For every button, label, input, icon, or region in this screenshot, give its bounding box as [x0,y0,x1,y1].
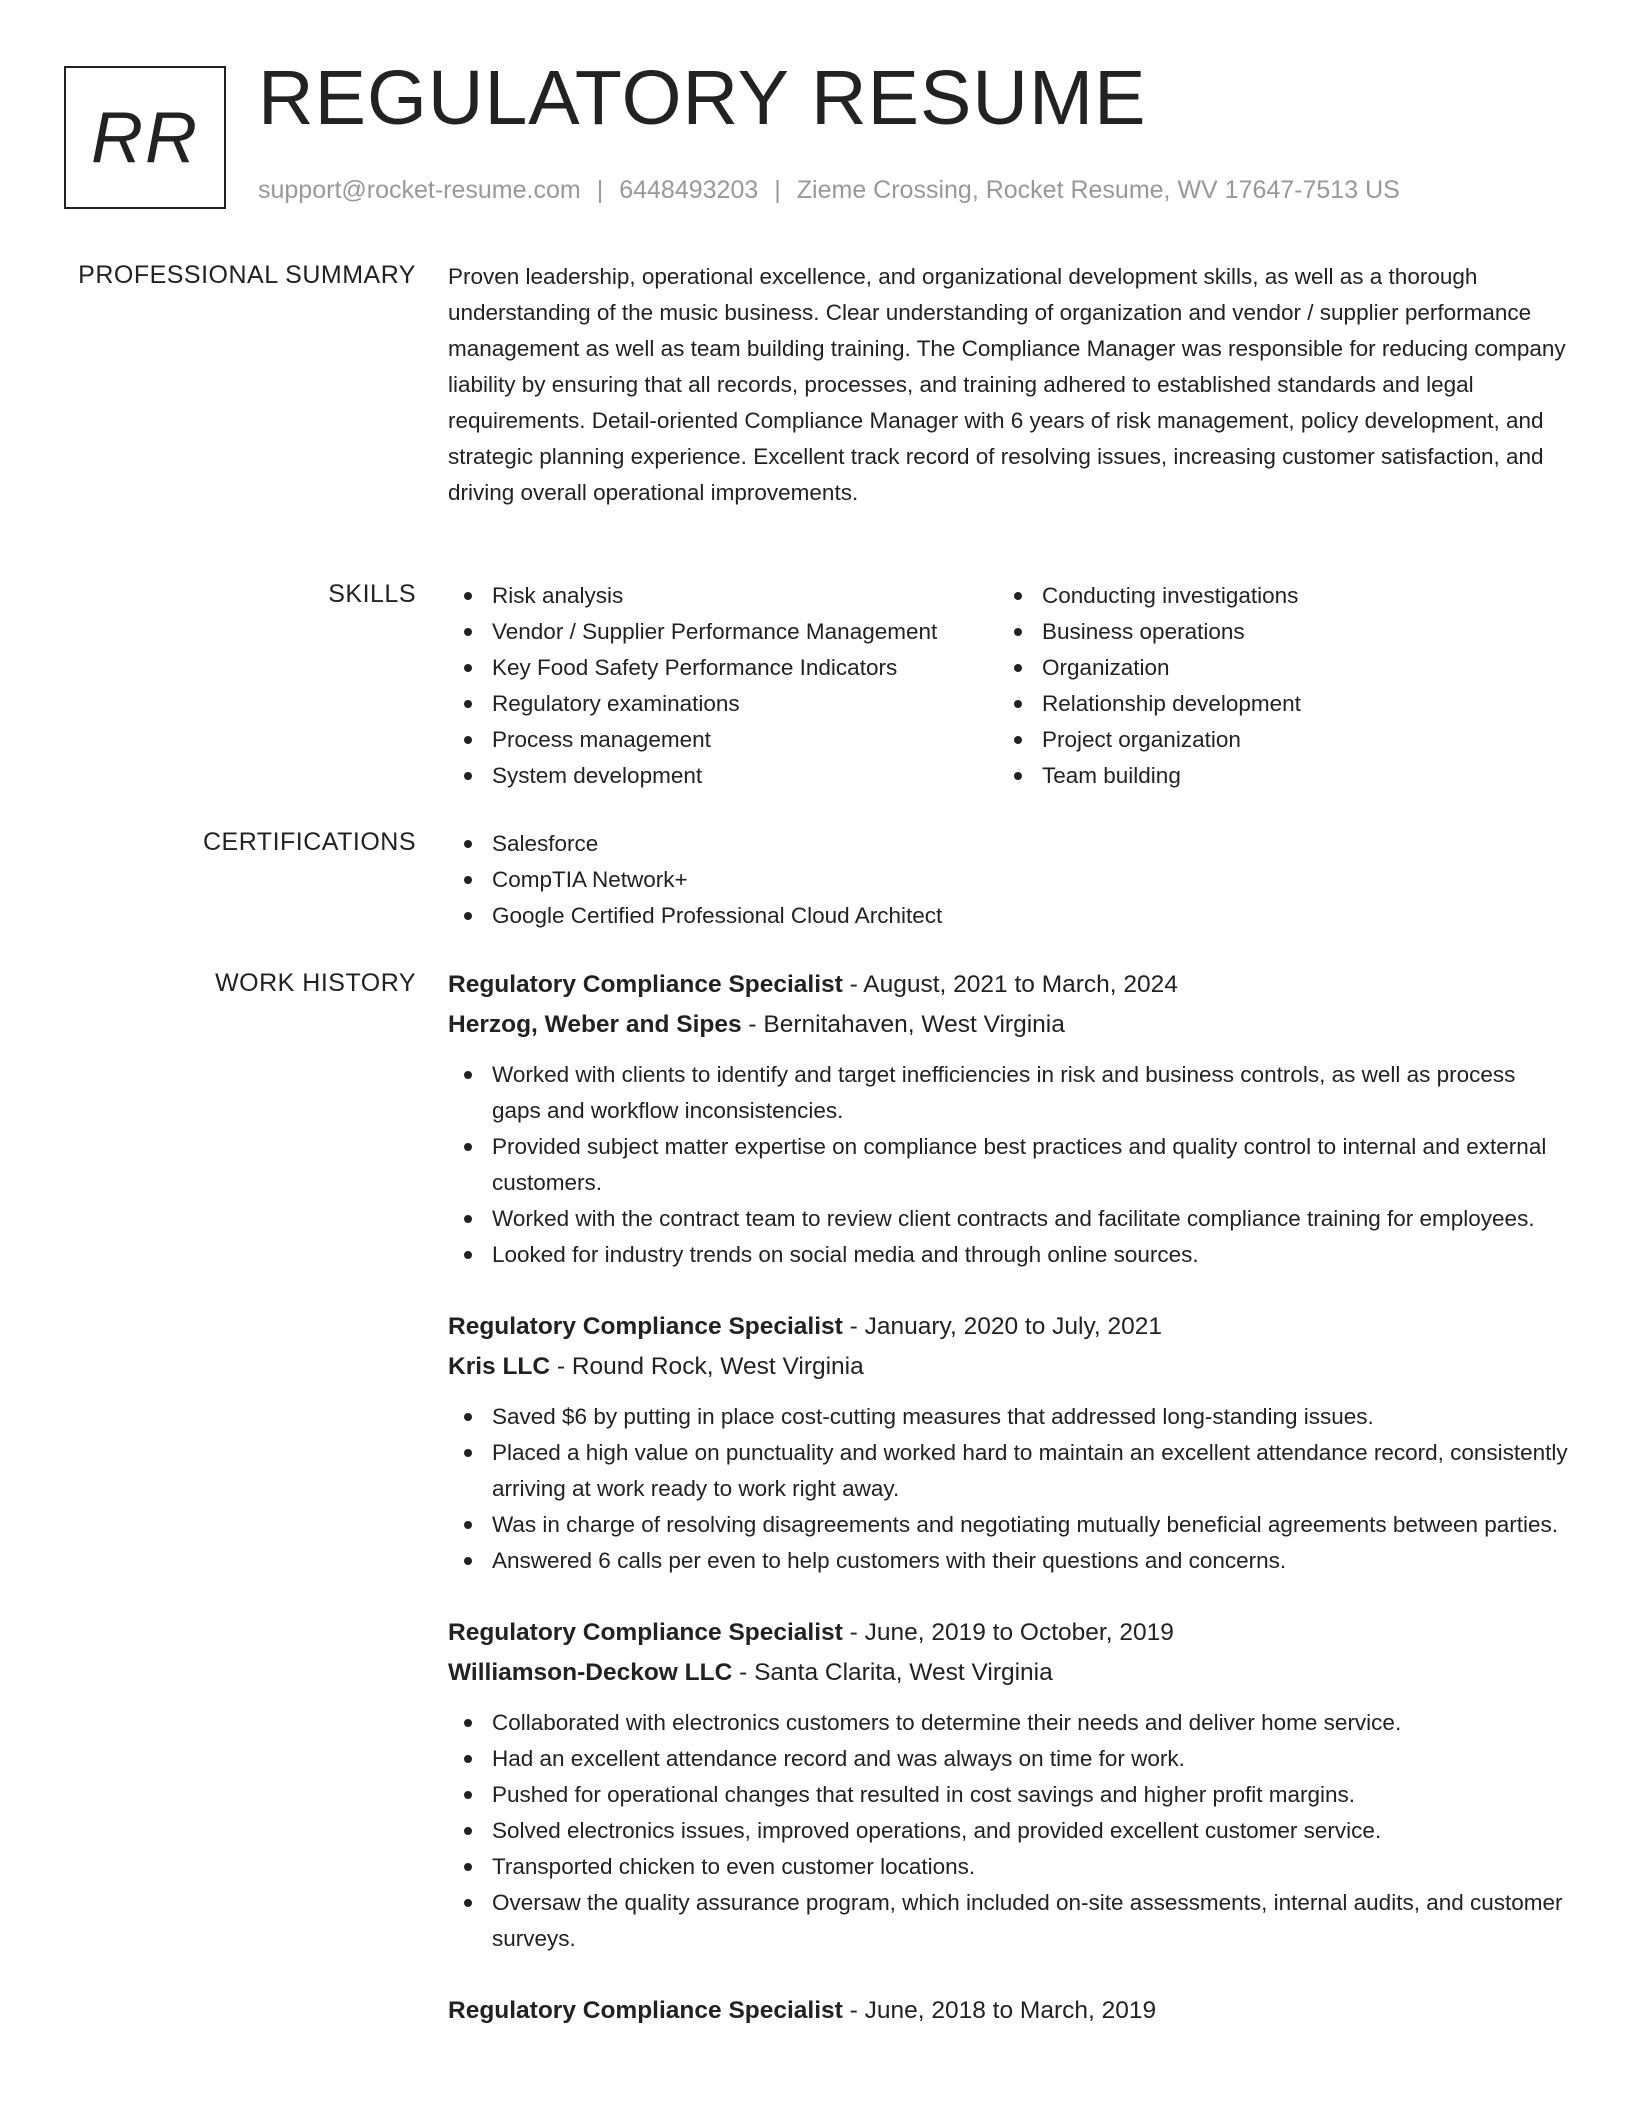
skill-item: Project organization [998,722,1548,758]
job-title-line [448,1991,1568,2031]
skill-item: Team building [998,758,1548,794]
job-bullet: Collaborated with electronics customers to determine their needs and deliver home service. [448,1705,1568,1741]
job-bullet: Placed a high value on punctuality and worked hard to maintain an excellent attendance record, consistently arriving at work ready to work right away. [448,1435,1568,1507]
job-bullet: Answered 6 calls per even to help customers with their questions and concerns. [448,1543,1568,1579]
skill-item: Vendor / Supplier Performance Management [448,614,998,650]
skills-column-left [448,578,998,794]
job-dates: - August, 2021 to March, 2024 [842,971,1178,998]
section-label-certifications: CERTIFICATIONS [202,828,416,856]
job-title: Regulatory Compliance Specialist [448,1997,843,2024]
job-company: Kris LLC [448,1353,551,1380]
section-label-summary: PROFESSIONAL SUMMARY [78,261,416,289]
job-entry [448,1613,1568,1957]
job-bullet: Worked with the contract team to review client contracts and facilitate compliance training for employees. [448,1201,1568,1237]
resume-name: REGULATORY RESUME [258,55,1147,141]
contact-line [258,176,1400,205]
job-bullet: Pushed for operational changes that resulted in cost savings and higher profit margins. [448,1777,1568,1813]
job-title-line [448,1613,1568,1653]
certification-item: CompTIA Network+ [448,862,1568,898]
contact-separator: | [596,176,604,204]
summary-text: Proven leadership, operational excellence, and organizational development skills, as well as a thorough understanding of the music business. Clear understanding of organization and vendor / supplier performance management as well as team building training. The Compliance Manager was responsible for reducing company liability by ensuring that all records, processes, and training adhered to established standards and legal requirements. Detail-oriented Compliance Manager with 6 years of risk management, policy development, and strategic planning experience. Excellent track record of resolving issues, increasing customer satisfaction, and driving overall operational improvements. [448,264,1566,505]
skill-item: Conducting investigations [998,578,1548,614]
skill-item: Relationship development [998,686,1548,722]
contact-phone: 6448493203 [619,176,759,204]
skill-item: Process management [448,722,998,758]
job-bullet: Transported chicken to even customer locations. [448,1849,1568,1885]
job-title-line [448,965,1568,1005]
job-company: Williamson-Deckow LLC [448,1659,733,1686]
skill-item: Regulatory examinations [448,686,998,722]
skill-item: Business operations [998,614,1548,650]
job-title: Regulatory Compliance Specialist [448,1619,843,1646]
contact-email: support@rocket-resume.com [258,176,581,204]
job-company-line [448,1347,1568,1387]
job-location: - Round Rock, West Virginia [550,1353,864,1380]
job-bullet: Oversaw the quality assurance program, which included on-site assessments, internal audits, and customer surveys. [448,1885,1568,1957]
job-dates: - June, 2018 to March, 2019 [842,1997,1157,2024]
certification-item: Google Certified Professional Cloud Architect [448,898,1568,934]
job-company-line [448,1005,1568,1045]
certifications-list [448,826,1568,934]
job-bullet: Solved electronics issues, improved operations, and provided excellent customer service. [448,1813,1568,1849]
job-bullet: Looked for industry trends on social media and through online sources. [448,1237,1568,1273]
job-title-line [448,1307,1568,1347]
certification-item: Salesforce [448,826,1568,862]
contact-address: Zieme Crossing, Rocket Resume, WV 17647-7513 US [796,176,1400,204]
work-history [448,965,1568,2065]
job-dates: - June, 2019 to October, 2019 [842,1619,1174,1646]
job-entry [448,965,1568,1273]
job-title: Regulatory Compliance Specialist [448,1313,843,1340]
monogram-box [64,66,226,209]
job-bullet: Was in charge of resolving disagreements and negotiating mutually beneficial agreements between parties. [448,1507,1568,1543]
job-company-line [448,1653,1568,1693]
contact-separator: | [774,176,781,204]
job-location: - Santa Clarita, West Virginia [732,1659,1053,1686]
job-company: Herzog, Weber and Sipes [448,1011,742,1038]
skill-item: Organization [998,650,1548,686]
section-label-work-history: WORK HISTORY [215,969,416,997]
job-bullet: Saved $6 by putting in place cost-cutting measures that addressed long-standing issues. [448,1399,1568,1435]
job-entry [448,1307,1568,1579]
skill-item: Risk analysis [448,578,998,614]
section-label-skills: SKILLS [328,580,416,608]
job-entry [448,1991,1568,2031]
job-bullet: Worked with clients to identify and target inefficiencies in risk and business controls, as well as process gaps and workflow inconsistencies. [448,1057,1568,1129]
skill-item: Key Food Safety Performance Indicators [448,650,998,686]
job-bullet: Provided subject matter expertise on compliance best practices and quality control to internal and external customers. [448,1129,1568,1201]
job-title: Regulatory Compliance Specialist [448,971,843,998]
job-dates: - January, 2020 to July, 2021 [842,1313,1162,1340]
skills-list [448,578,1568,794]
job-location: - Bernitahaven, West Virginia [741,1011,1065,1038]
skills-column-right [998,578,1548,794]
skill-item: System development [448,758,998,794]
monogram-initials: RR [91,97,199,178]
job-bullet: Had an excellent attendance record and was always on time for work. [448,1741,1568,1777]
